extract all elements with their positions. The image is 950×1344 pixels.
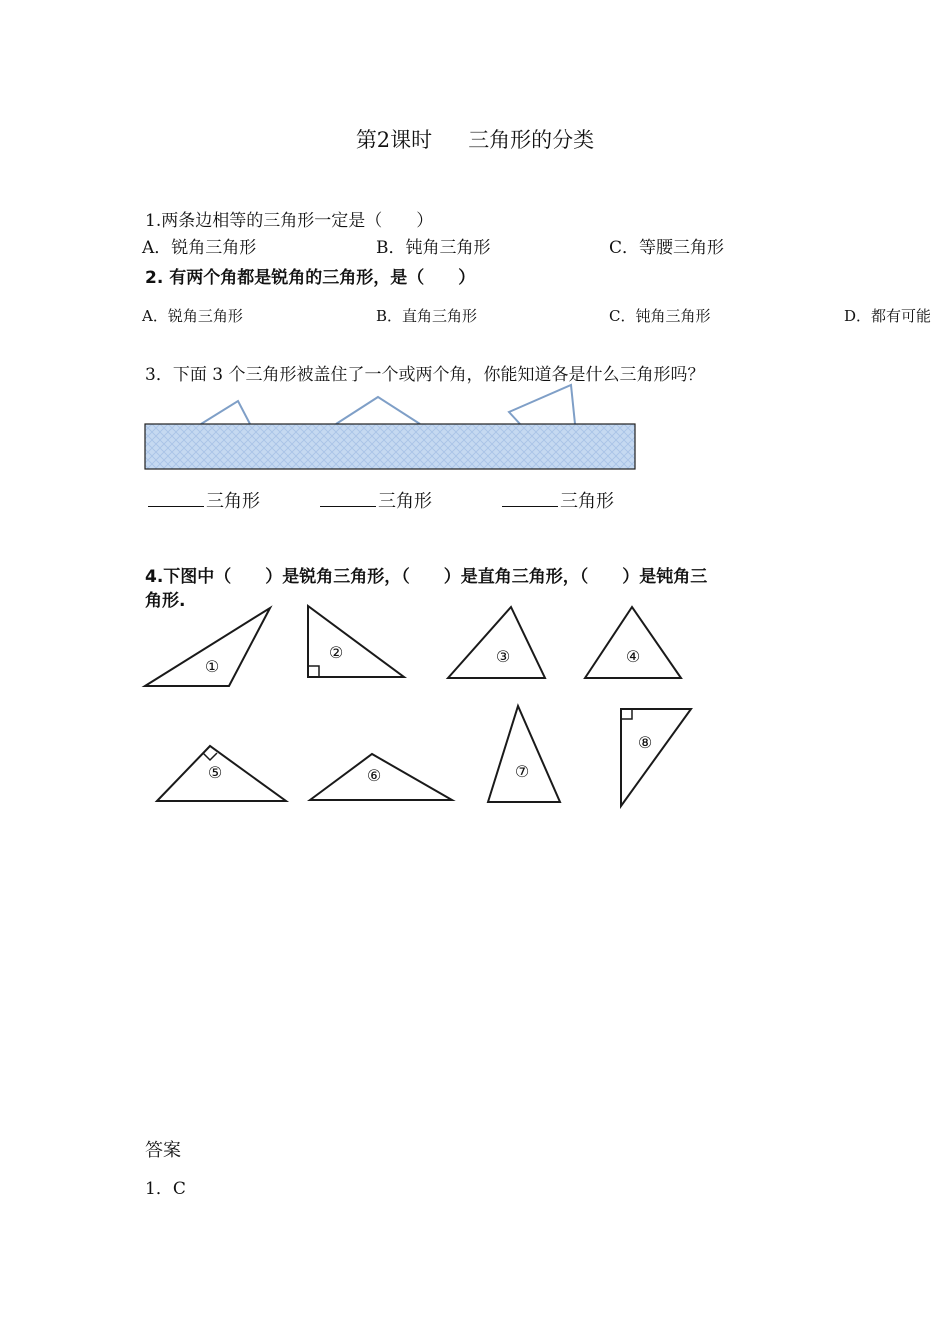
covered-triangle-3 xyxy=(509,385,575,424)
lesson-number: 第2课时 xyxy=(355,128,433,152)
triangle-3 xyxy=(448,607,545,678)
question-2-stem: 2. 有两个角都是锐角的三角形，是（ ） xyxy=(145,268,476,288)
triangle-4 xyxy=(585,607,681,678)
question-1-stem: 1.两条边相等的三角形一定是（ ） xyxy=(145,211,434,231)
question-2-option-a: A．锐角三角形 xyxy=(142,307,243,325)
question-3-stem: 3．下面 3 个三角形被盖住了一个或两个角，你能知道各是什么三角形吗？ xyxy=(145,365,705,385)
triangle-3-label: ③ xyxy=(495,647,511,666)
triangle-8-label: ⑧ xyxy=(637,733,653,752)
cover-strip xyxy=(145,424,635,469)
lesson-topic: 三角形的分类 xyxy=(468,128,595,152)
question-4-stem-line-1: 4.下图中（ ）是锐角三角形，（ ）是直角三角形，（ ）是钝角三 xyxy=(145,567,708,587)
covered-triangle-2 xyxy=(336,397,420,424)
question-3-answer-2[interactable]: 三角形 xyxy=(320,487,432,513)
triangle-1-label: ① xyxy=(204,657,220,676)
triangle-6-label: ⑥ xyxy=(366,766,382,785)
answer-blank[interactable] xyxy=(148,490,204,507)
question-2-option-c: C．钝角三角形 xyxy=(609,307,711,325)
answer-blank[interactable] xyxy=(502,490,558,507)
question-4-stem-line-2: 角形. xyxy=(145,591,186,611)
question-3-answer-1[interactable]: 三角形 xyxy=(148,487,260,513)
triangle-2 xyxy=(308,606,404,677)
triangle-8-right-angle-mark xyxy=(621,709,632,719)
triangle-7 xyxy=(488,706,560,802)
covered-triangle-1 xyxy=(201,401,250,424)
question-1-option-b: B．钝角三角形 xyxy=(376,238,491,258)
question-2-option-d: D．都有可能 xyxy=(844,307,932,325)
triangle-8 xyxy=(621,709,691,806)
answer-heading: 答案 xyxy=(145,1140,181,1161)
triangle-2-label: ② xyxy=(328,643,344,662)
triangle-5-right-angle-mark xyxy=(203,753,217,760)
answer-blank[interactable] xyxy=(320,490,376,507)
triangle-5-label: ⑤ xyxy=(207,763,223,782)
answer-1: 1．C xyxy=(145,1179,186,1199)
triangle-2-right-angle-mark xyxy=(308,666,319,677)
triangle-7-label: ⑦ xyxy=(514,762,530,781)
question-1-option-c: C．等腰三角形 xyxy=(609,238,725,258)
triangle-4-label: ④ xyxy=(625,647,641,666)
question-3-answer-3[interactable]: 三角形 xyxy=(502,487,614,513)
question-1-option-a: A．锐角三角形 xyxy=(142,238,257,258)
question-2-option-b: B．直角三角形 xyxy=(376,307,478,325)
